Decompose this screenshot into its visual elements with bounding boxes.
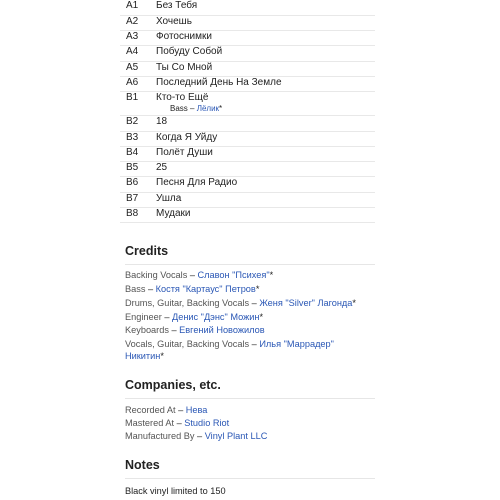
credit-separator: –	[161, 312, 172, 322]
track-position: A1	[120, 0, 156, 15]
company-role: Mastered At	[125, 418, 175, 428]
track-extra-credit	[156, 104, 375, 114]
track-row	[120, 177, 375, 192]
credit-separator: –	[168, 325, 180, 335]
track-title: Ты Со Мной	[156, 61, 375, 76]
credit-artist-link[interactable]: Денис "Дэнс" Можин	[172, 312, 260, 322]
artist-star: *	[255, 284, 260, 294]
track-extra-role: Bass	[170, 104, 188, 114]
track-title: Хочешь	[156, 15, 375, 30]
artist-link-lelik[interactable]: Лёлик	[196, 104, 220, 114]
company-link[interactable]: Нева	[185, 405, 208, 415]
notes-heading: Notes	[125, 458, 375, 479]
track-title: Фотоснимки	[156, 31, 375, 46]
track-row	[120, 92, 375, 116]
credit-artist-link[interactable]: Костя "Картаус" Петров	[155, 284, 256, 294]
artist-star: *	[160, 351, 164, 361]
credit-role: Vocals, Guitar, Backing Vocals	[125, 339, 250, 349]
company-link[interactable]: Vinyl Plant LLC	[204, 431, 268, 441]
track-title: 18	[156, 116, 375, 131]
track-position: B4	[120, 146, 156, 161]
credit-separator: –	[249, 298, 260, 308]
track-position: A2	[120, 15, 156, 30]
company-link[interactable]: Studio Riot	[184, 418, 230, 428]
company-line	[125, 405, 207, 415]
track-title: Полёт Души	[156, 146, 375, 161]
track-position: B2	[120, 116, 156, 131]
credit-role: Drums, Guitar, Backing Vocals	[125, 298, 250, 308]
credit-role: Backing Vocals	[125, 270, 188, 280]
track-title: Последний День На Земле	[156, 76, 375, 91]
track-position: A3	[120, 31, 156, 46]
track-title: Когда Я Уйду	[156, 131, 375, 146]
track-position: B7	[120, 192, 156, 207]
track-title: 25	[156, 162, 375, 177]
track-extra-separator: –	[187, 104, 197, 114]
credit-role: Keyboards	[125, 325, 169, 335]
track-row	[120, 146, 375, 161]
credit-separator: –	[145, 284, 156, 294]
track-title: Мудаки	[156, 208, 375, 223]
track-row	[120, 162, 375, 177]
track-row	[120, 31, 375, 46]
track-title: Побуду Собой	[156, 46, 375, 61]
track-row	[120, 116, 375, 131]
track-row	[120, 46, 375, 61]
credit-line	[125, 284, 259, 294]
artist-star: *	[219, 104, 223, 114]
credit-artist-link[interactable]: Славон "Психея"	[197, 270, 270, 280]
credit-line	[125, 339, 334, 349]
track-row	[120, 131, 375, 146]
track-position: B3	[120, 131, 156, 146]
notes-text: Black vinyl limited to 150	[125, 486, 226, 496]
track-position: B8	[120, 208, 156, 223]
company-separator: –	[175, 405, 186, 415]
track-title-cell	[156, 92, 375, 116]
credit-artist-link[interactable]: Илья "Маррадер"	[259, 339, 334, 349]
credit-role: Engineer	[125, 312, 162, 322]
track-position: B6	[120, 177, 156, 192]
credit-artist-link[interactable]: Женя "Silver" Лагонда	[259, 298, 353, 308]
track-position: A6	[120, 76, 156, 91]
track-row	[120, 15, 375, 30]
credit-separator: –	[187, 270, 198, 280]
credit-line	[125, 325, 265, 335]
artist-star: *	[352, 298, 356, 308]
credit-role: Bass	[125, 284, 146, 294]
track-title: Без Тебя	[156, 0, 375, 15]
track-position: B5	[120, 162, 156, 177]
track-position: B1	[120, 92, 156, 116]
credits-heading: Credits	[125, 244, 375, 265]
company-line	[125, 431, 267, 441]
credit-separator: –	[249, 339, 260, 349]
track-row	[120, 192, 375, 207]
track-title: Песня Для Радио	[156, 177, 375, 192]
company-separator: –	[174, 418, 185, 428]
credit-line-continued	[125, 351, 164, 361]
artist-star: *	[259, 312, 264, 322]
track-row	[120, 61, 375, 76]
company-role: Recorded At	[125, 405, 176, 415]
credit-line	[125, 298, 356, 308]
credit-artist-link-continued[interactable]: Никитин	[125, 351, 161, 361]
track-title: Кто-то Ещё	[156, 92, 209, 104]
track-title: Ушла	[156, 192, 375, 207]
track-row	[120, 76, 375, 91]
track-row	[120, 208, 375, 223]
track-position: A5	[120, 61, 156, 76]
tracklist-table	[120, 0, 375, 223]
company-role: Manufactured By	[125, 431, 195, 441]
track-position: A4	[120, 46, 156, 61]
company-separator: –	[194, 431, 205, 441]
company-line	[125, 418, 229, 428]
track-row	[120, 0, 375, 15]
credit-artist-link[interactable]: Евгений Новожилов	[179, 325, 265, 335]
credit-line	[125, 312, 263, 322]
artist-star: *	[269, 270, 274, 280]
companies-heading: Companies, etc.	[125, 378, 375, 399]
credit-line	[125, 270, 273, 280]
